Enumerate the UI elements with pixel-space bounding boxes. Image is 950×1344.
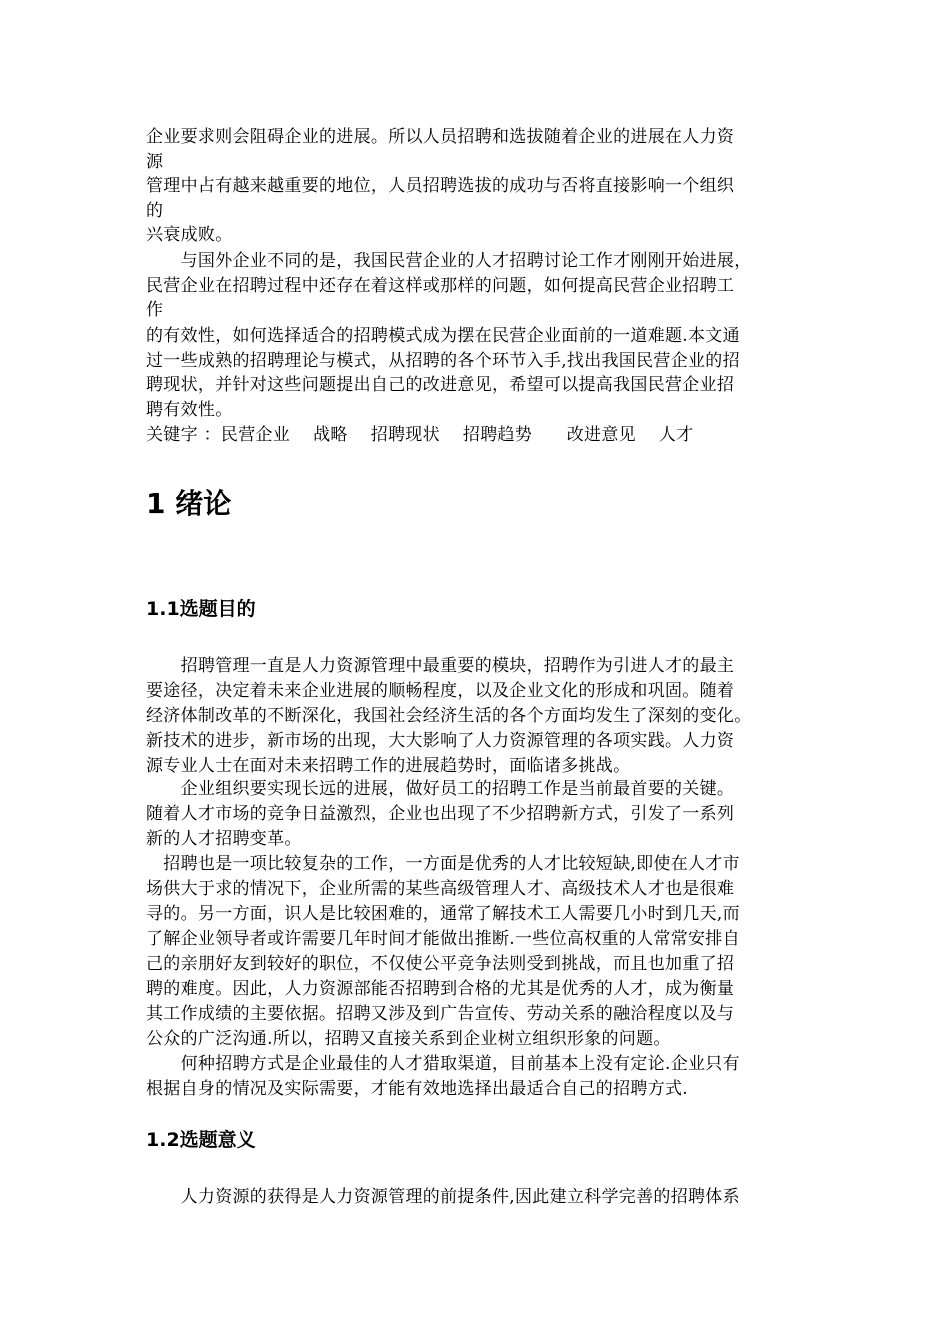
intro-line: 过一些成熟的招聘理论与模式，从招聘的各个环节入手,找出我国民营企业的招 <box>146 351 740 371</box>
paragraph-line: 企业组织要实现长远的进展，做好员工的招聘工作是当前最首要的关键。 <box>146 779 735 799</box>
intro-line: 兴衰成败。 <box>146 225 233 245</box>
paragraph-line: 随着人才市场的竞争日益激烈，企业也出现了不少招聘新方式，引发了一系列 <box>146 804 735 824</box>
intro-line: 的 <box>146 201 164 221</box>
paragraph-line: 寻的。另一方面，识人是比较困难的，通常了解技术工人需要几小时到几天,而 <box>146 904 740 924</box>
intro-line: 的有效性，如何选择适合的招聘模式成为摆在民营企业面前的一道难题.本文通 <box>146 326 740 346</box>
paragraph-line: 经济体制改革的不断深化，我国社会经济生活的各个方面均发生了深刻的变化。 <box>146 706 752 726</box>
paragraph-line: 场供大于求的情况下，企业所需的某些高级管理人才、高级技术人才也是很难 <box>146 879 735 899</box>
intro-line: 企业要求则会阻碍企业的进展。所以人员招聘和选拔随着企业的进展在人力资 <box>146 127 735 147</box>
paragraph-line: 招聘也是一项比较复杂的工作，一方面是优秀的人才比较短缺,即使在人才市 <box>146 854 740 874</box>
chapter-title: 1 绪论 <box>146 487 232 520</box>
intro-line: 聘现状，并针对这些问题提出自己的改进意见，希望可以提高我国民营企业招 <box>146 375 735 395</box>
intro-line: 民营企业在招聘过程中还存在着这样或那样的问题，如何提高民营企业招聘工 <box>146 276 735 296</box>
paragraph-line: 其工作成绩的主要依据。招聘又涉及到广告宣传、劳动关系的融洽程度以及与 <box>146 1004 735 1024</box>
paragraph-line: 根据自身的情况及实际需要，才能有效地选择出最适合自己的招聘方式. <box>146 1079 689 1099</box>
section-title: 1.1选题目的 <box>146 598 256 620</box>
intro-line: 作 <box>146 300 164 320</box>
section-title: 1.2选题意义 <box>146 1129 256 1151</box>
keywords-line: 关键字 ：民营企业 战略 招聘现状 招聘趋势 改进意见 人才 <box>146 425 694 445</box>
paragraph-line: 了解企业领导者或许需要几年时间才能做出推断.一些位高权重的人常常安排自 <box>146 929 740 949</box>
intro-line: 聘有效性。 <box>146 400 233 420</box>
paragraph-line: 新技术的进步，新市场的出现，大大影响了人力资源管理的各项实践。人力资 <box>146 731 735 751</box>
paragraph-line: 聘的难度。因此，人力资源部能否招聘到合格的尤其是优秀的人才，成为衡量 <box>146 979 735 999</box>
paragraph-line: 招聘管理一直是人力资源管理中最重要的模块，招聘作为引进人才的最主 <box>146 656 735 676</box>
paragraph-line: 源专业人士在面对未来招聘工作的进展趋势时，面临诸多挑战。 <box>146 756 631 776</box>
paragraph-line: 人力资源的获得是人力资源管理的前提条件,因此建立科学完善的招聘体系 <box>146 1187 740 1207</box>
intro-line: 与国外企业不同的是，我国民营企业的人才招聘讨论工作才刚刚开始进展， <box>146 251 752 271</box>
paragraph-line: 何种招聘方式是企业最佳的人才猎取渠道，目前基本上没有定论.企业只有 <box>146 1054 740 1074</box>
paragraph-line: 公众的广泛沟通.所以，招聘又直接关系到企业树立组织形象的问题。 <box>146 1029 671 1049</box>
paragraph-line: 要途径，决定着未来企业进展的顺畅程度，以及企业文化的形成和巩固。随着 <box>146 681 735 701</box>
paragraph-line: 己的亲朋好友到较好的职位，不仅使公平竞争法则受到挑战，而且也加重了招 <box>146 954 735 974</box>
paragraph-line: 新的人才招聘变革。 <box>146 829 302 849</box>
intro-line: 管理中占有越来越重要的地位，人员招聘选拔的成功与否将直接影响一个组织 <box>146 176 735 196</box>
intro-line: 源 <box>146 152 164 172</box>
